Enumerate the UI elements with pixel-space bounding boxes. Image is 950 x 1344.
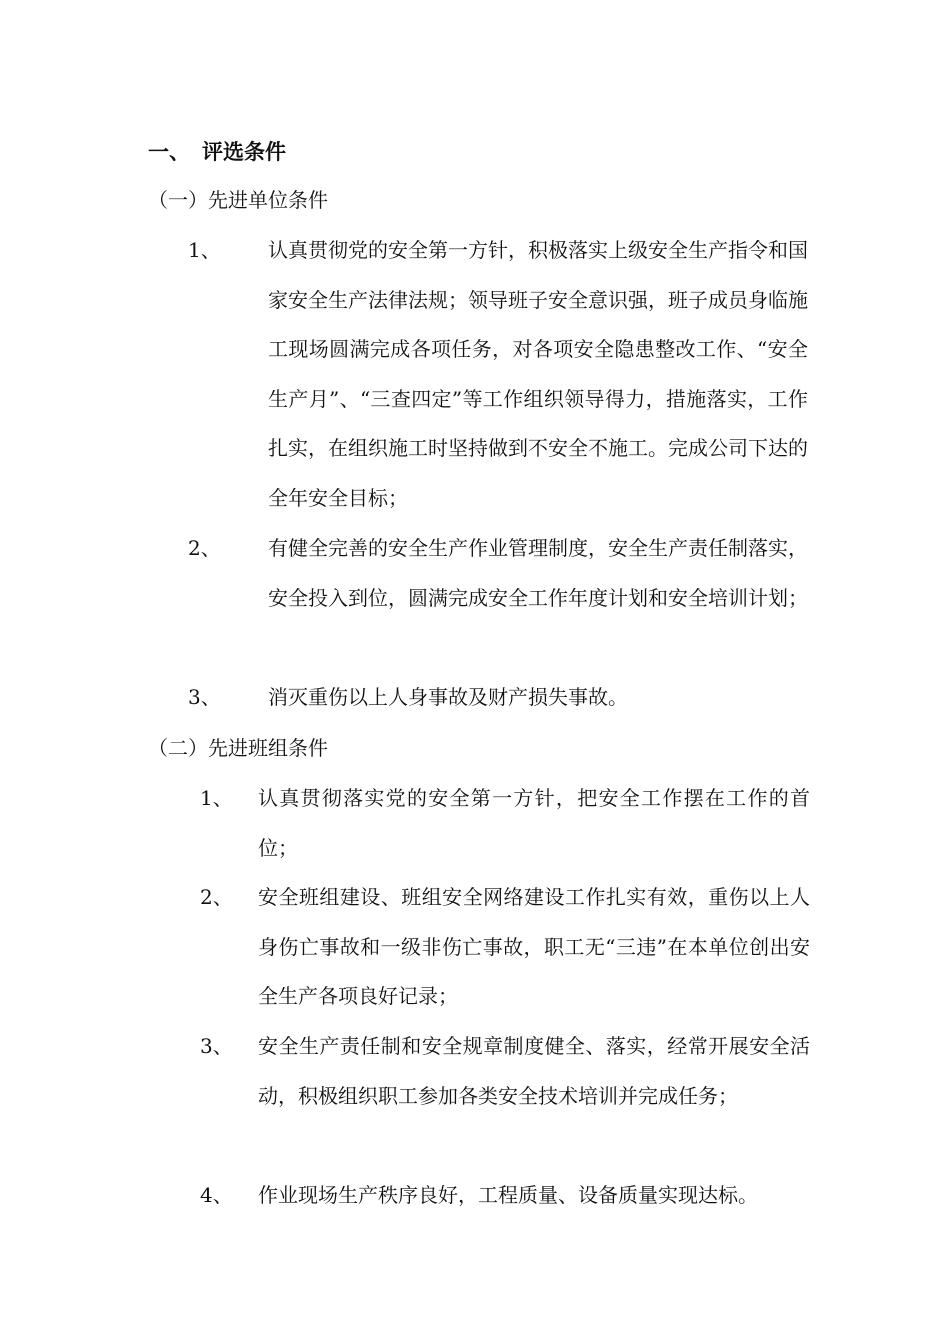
list-item-number: 2、 bbox=[188, 536, 221, 560]
list-item-text: 作业现场生产秩序良好，工程质量、设备质量实现达标。 bbox=[258, 1183, 758, 1207]
list-item-text: 认真贯彻党的安全第一方针，积极落实上级安全生产指令和国家安全生产法律法规；领导班子安全意识强，班子成员身临施工现场圆满完成各项任务，对各项安全隐患整改工作、“安全生产月”、“三查四定”等工作组织领导得力，措施落实，工作扎实，在组织施工时坚持做到不安全不施工。完成公司下达的全年安全目标； bbox=[268, 238, 808, 510]
list-item-text: 安全班组建设、班组安全网络建设工作扎实有效，重伤以上人身伤亡事故和一级非伤亡事故，职工无“三违”在本单位创出安全生产各项良好记录； bbox=[258, 885, 810, 1008]
heading-title: 评选条件 bbox=[202, 140, 286, 164]
list-item-number: 4、 bbox=[200, 1183, 233, 1207]
heading-number: 一、 bbox=[148, 140, 190, 164]
list-item-text: 有健全完善的安全生产作业管理制度，安全生产责任制落实，安全投入到位，圆满完成安全工作年度计划和安全培训计划； bbox=[268, 536, 808, 610]
list-item-text: 认真贯彻落实党的安全第一方针，把安全工作摆在工作的首位； bbox=[258, 786, 810, 860]
list-item-number: 3、 bbox=[188, 685, 221, 709]
list-item-text: 安全生产责任制和安全规章制度健全、落实，经常开展安全活动，积极组织职工参加各类安全技术培训并完成任务； bbox=[258, 1034, 810, 1108]
list-item-number: 1、 bbox=[200, 786, 233, 810]
list-item-number: 1、 bbox=[188, 238, 221, 262]
list-item-number: 3、 bbox=[200, 1034, 233, 1058]
list-item-number: 2、 bbox=[200, 885, 233, 909]
section-heading bbox=[148, 134, 286, 170]
subsection-title-1: （一）先进单位条件 bbox=[148, 188, 328, 212]
list-item-text: 消灭重伤以上人身事故及财产损失事故。 bbox=[268, 685, 628, 709]
subsection-title-2: （二）先进班组条件 bbox=[148, 736, 328, 760]
